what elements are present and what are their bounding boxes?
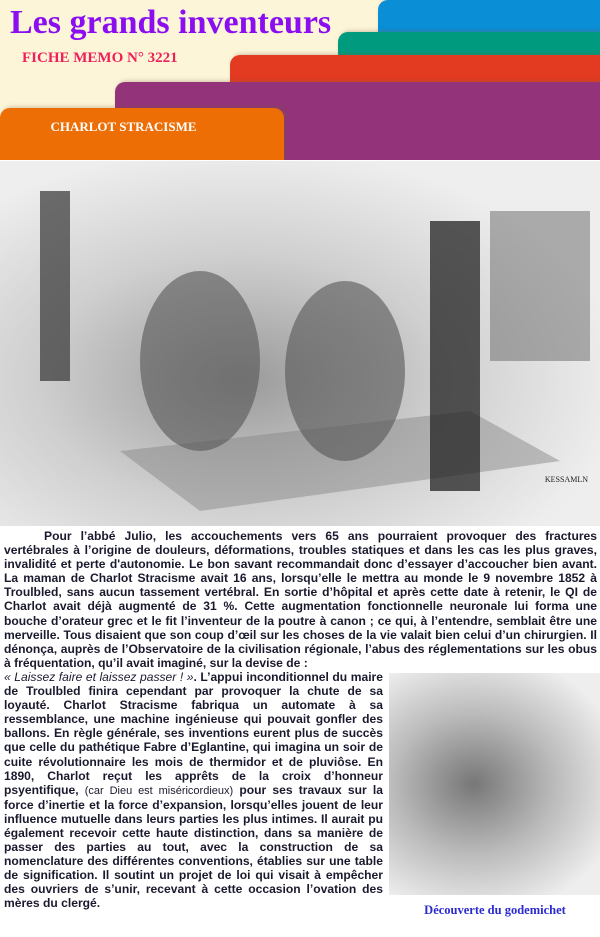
figure-illustration bbox=[389, 673, 600, 895]
header-banner bbox=[0, 0, 600, 160]
aside-note: (car Dieu est miséricordieux) bbox=[84, 784, 234, 797]
inventor-name: CHARLOT STRACISME bbox=[50, 119, 197, 134]
article-body-text: . L’appui inconditionnel du maire de Troulbled finira cependant par provoquer la chute de sa loyauté. Charlot Stracisme fabriqua un automate à sa ressemblance, une machine ingénieuse qui pouvait gonfler des ballons. En règle générale, ses inventions eurent plus de succès que celle du pathétique Fabre d’Eglantine, qui imagina un soir de cuite révolutionnaire les mois de thermidor et de pluviôse. En 1890, Charlot reçut les apprêts de la croix d’honneur psyentifique, bbox=[4, 669, 383, 797]
page-title: Les grands inventeurs bbox=[10, 4, 332, 41]
article-body bbox=[4, 529, 597, 917]
motto-quote: « Laissez faire et laissez passer ! » bbox=[4, 669, 194, 684]
engraving-sketch bbox=[0, 161, 600, 526]
memo-number: FICHE MEMO N° 3221 bbox=[22, 50, 178, 66]
engraving-illustration bbox=[0, 161, 600, 526]
figure-caption: Découverte du godemichet bbox=[424, 902, 566, 917]
engraver-signature: KESSAMLN bbox=[544, 475, 588, 484]
article-paragraph-1 bbox=[4, 529, 597, 670]
article-body-text-2: pour ses travaux sur la force d’inertie et la force d’expansion, lorsqu’elles jouent de leur influence mutuelle dans leurs parties les plus intimes. Il aurait pu également recevoir cette haute distinction, dans sa manière de passer des parties au tout, avec la construction de sa nomenclature des différentes conventions, établies sur une table de signification. Il soutint un projet de loi qui visait à empêcher des ouvriers de s’unir, recevant à cette occasion l’ovation des mères du clergé. bbox=[4, 782, 384, 911]
figure bbox=[389, 673, 600, 917]
article-intro: Pour l’abbé Julio, les accouchements vers 65 ans pourraient provoquer des fractures vertébrales à l’origine de douleurs, déformations, troubles statiques et dans les cas les plus graves, invalidité et perte d'autonomie. Le bon savant recommandait donc d’essayer d’accoucher bien avant. La maman de Charlot Stracisme avait 16 ans, lorsqu’elle le mettra au monde le 9 novembre 1852 à Troulbled, sans aucun tassement vertébral. En sortie d’hôpital et après cette date à retenir, le QI de Charlot avait déjà augmenté de 31 %. Cette augmentation fonctionnelle neuronale lui forma une bouche d’orateur grec et le fit l’inventeur de la poutre à canon ; ce qui, à l’entendre, semblait être une merveille. Tous disaient que son coup d’œil sur les choses de la vie valait bien celui d’un chirurgien. Il dénonça, auprès de l’Observatoire de la civilisation régionale, l’abus des réglementations sur les obus à fréquentation, qu’il avait imaginé, sur la devise de : bbox=[4, 529, 597, 670]
